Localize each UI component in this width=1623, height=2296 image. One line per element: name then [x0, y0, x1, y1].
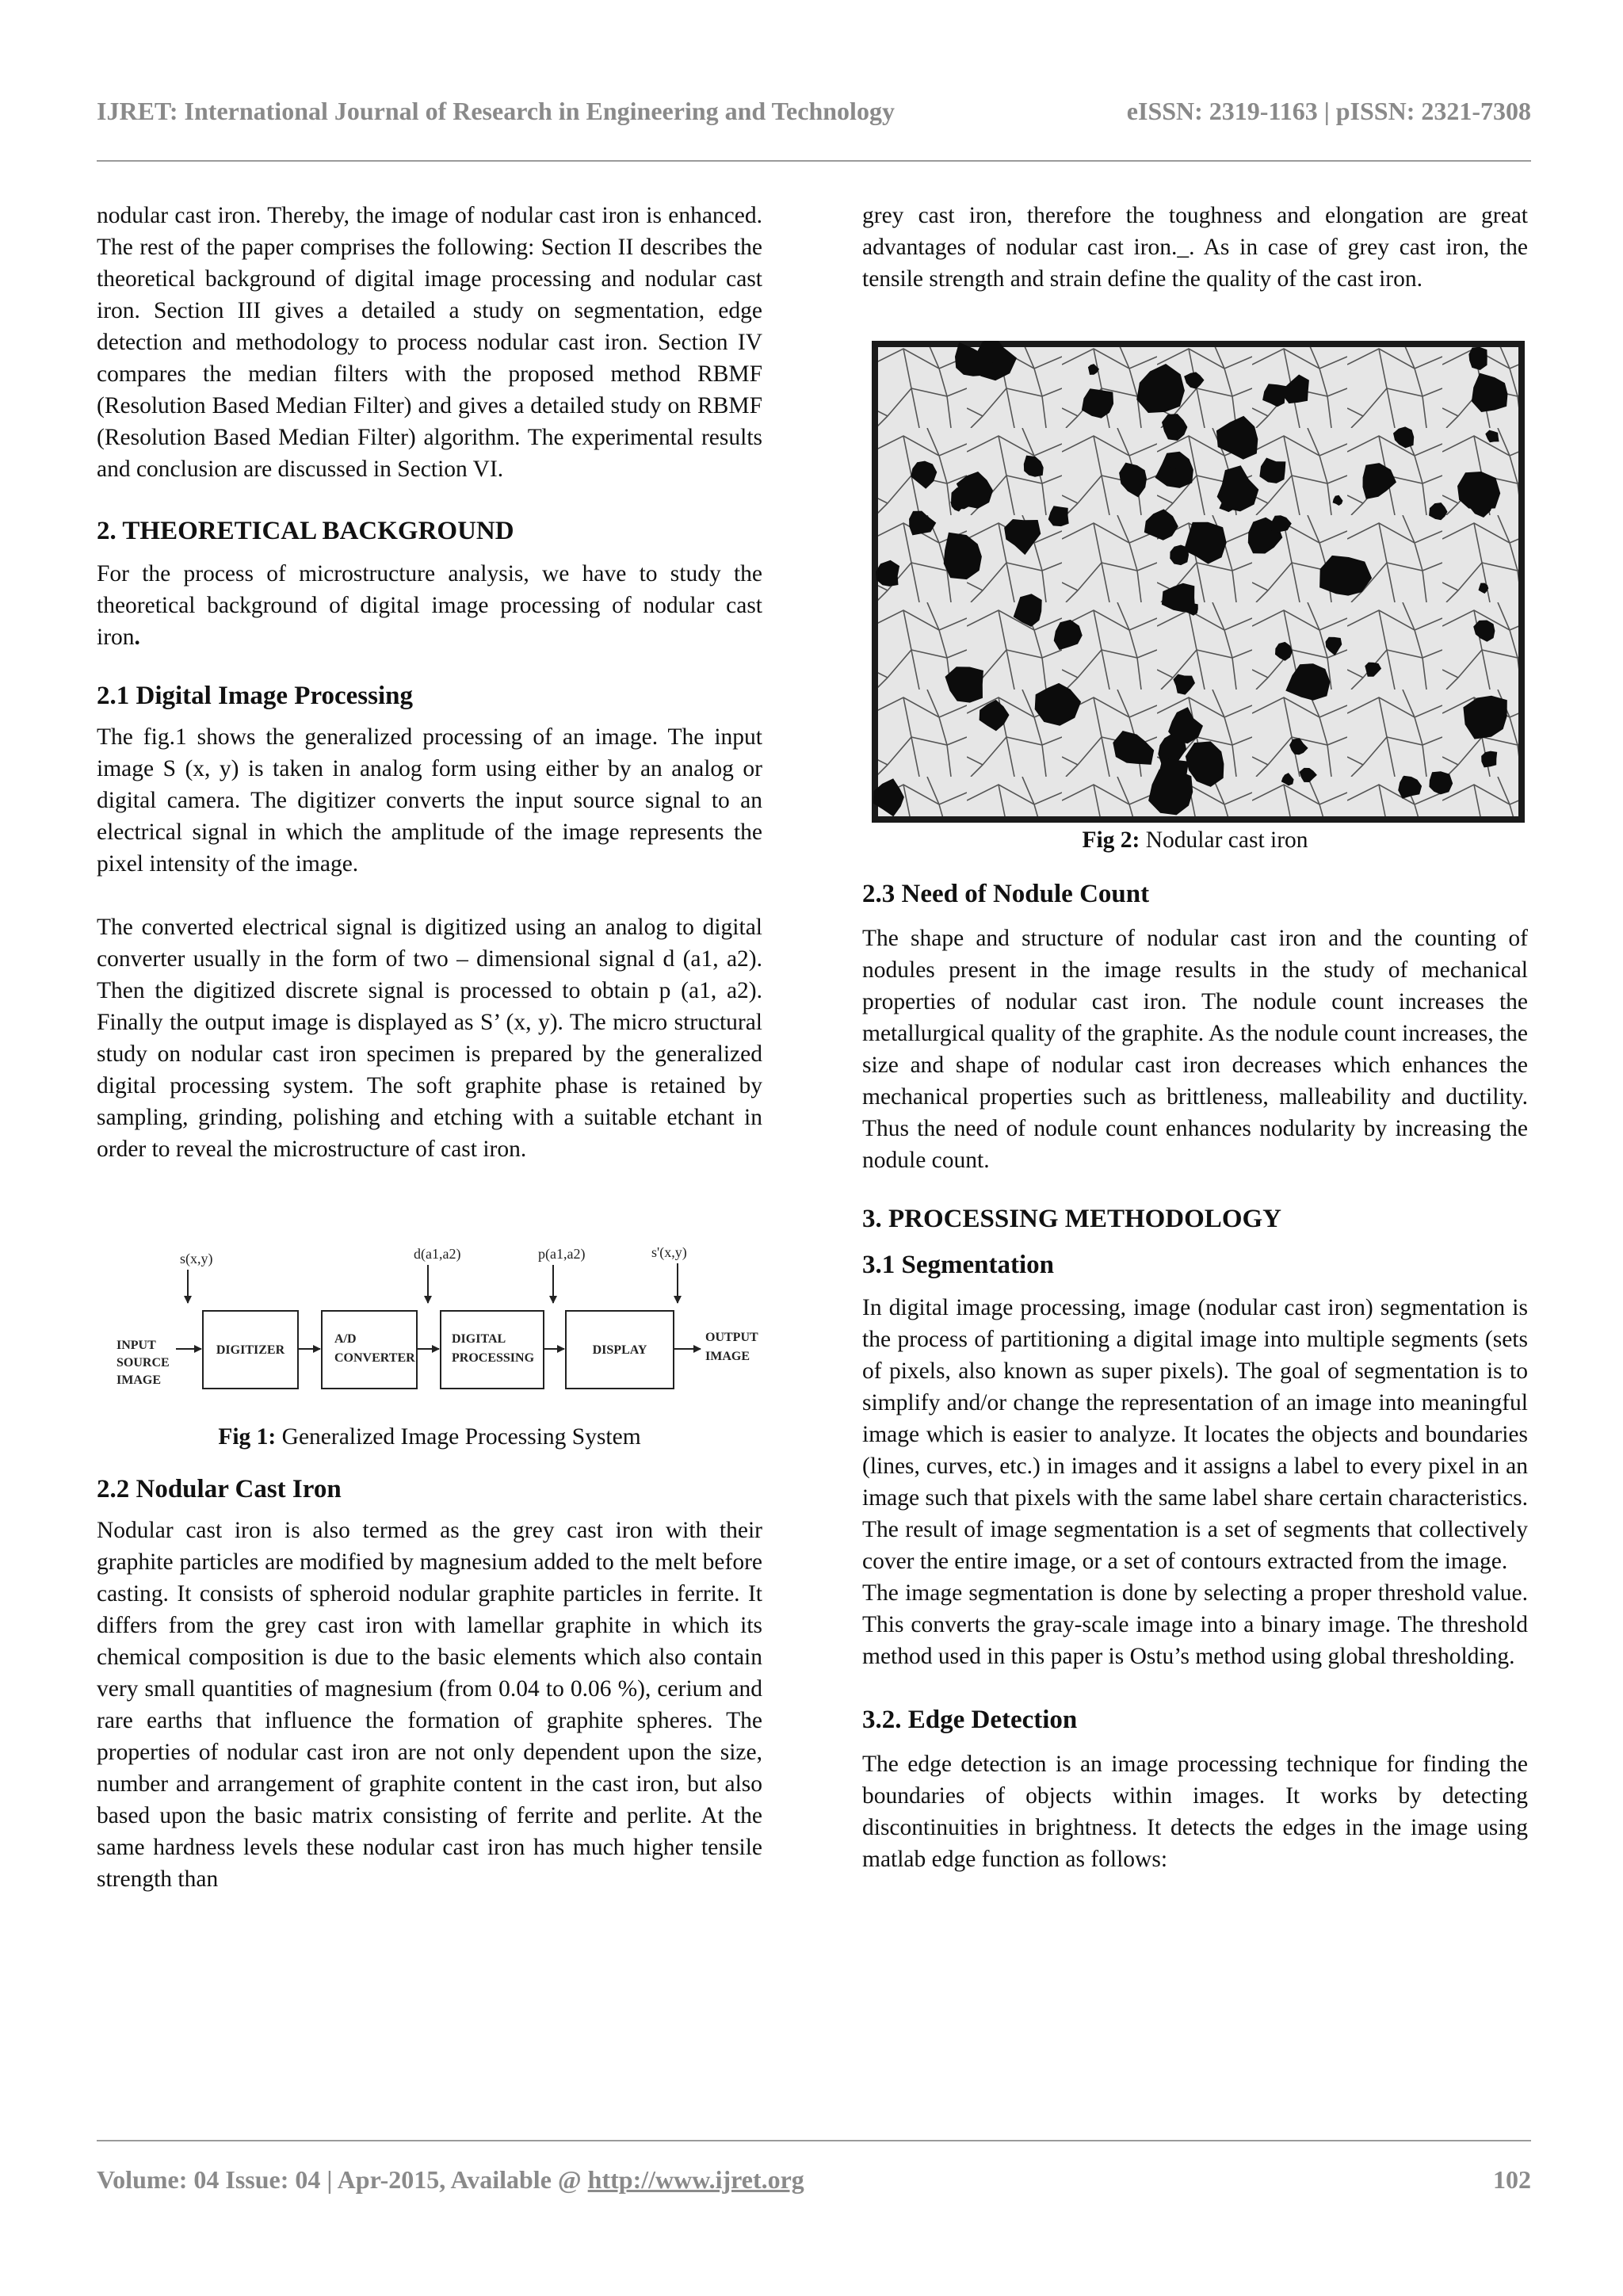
fig2-text: Nodular cast iron	[1140, 827, 1308, 853]
micrograph-svg	[872, 341, 1525, 823]
dip-paragraph-2: The converted electrical signal is digitized using an analog to digital converter usually in the form of two – dimensional signal d (a1, a2). Then the digitized discrete signal is processed to obtain p (a1, a2). Finally the output image is displayed as S’ (x, y). The micro structural study on nodular cast iron specimen is prepared by the generalized digital processing system. The soft graphite phase is retained by sampling, grinding, polishing and etching with a suitable etchant in order to reveal the microstructure of cast iron.	[97, 915, 762, 1162]
fig2-label: Fig 2:	[1082, 827, 1140, 853]
heading-digital-image-processing: 2.1 Digital Image Processing	[97, 682, 414, 710]
fig1-text: Generalized Image Processing System	[276, 1424, 641, 1450]
text-ad-2: CONVERTER	[334, 1351, 415, 1365]
nci-paragraph: Nodular cast iron is also termed as the grey cast iron with their graphite particles are modified by magnesium added to the melt before casting. It consists of spheroid nodular graphite particles in ferrite. It differs from the grey cast iron with lamellar graphite in which its chemical composition is due to the basic elements which also contain very small quantities of magnesium (from 0.04 to 0.06 %), cerium and rare earths that influence the formation of graphite spheres. The properties of nodular cast iron are not only dependent upon the size, number and arrangement of graphite content in the cast iron, but also based upon the basic matrix consisting of ferrite and perlite. At the same hardness levels these nodular cast iron has much higher tensile strength than	[97, 1518, 762, 1892]
theory-text: For the process of microstructure analysis, we have to study the theoretical background of digital image processing of nodular cast iron	[97, 561, 762, 650]
label-input-3: IMAGE	[116, 1373, 161, 1387]
label-p: p(a1,a2)	[538, 1247, 586, 1262]
label-output-2: IMAGE	[705, 1350, 750, 1363]
text-ad-1: A/D	[334, 1332, 357, 1346]
theory-period: .	[134, 625, 140, 650]
footer-volume	[97, 2165, 804, 2195]
continuation-paragraph: grey cast iron, therefore the toughness and elongation are great advantages of nodular cast iron._. As in case of grey cast iron, the tensile strength and strain define the quality of the cast iron.	[862, 203, 1528, 292]
heading-theoretical-background: 2. THEORETICAL BACKGROUND	[97, 517, 514, 545]
running-header	[97, 97, 1531, 126]
footer-rule	[97, 2140, 1531, 2141]
heading-nodular-cast-iron: 2.2 Nodular Cast Iron	[97, 1475, 342, 1503]
dip-paragraph-1: The fig.1 shows the generalized processing of an image. The input image S (x, y) is taken in analog form using either by an analog or digital camera. The digitizer converts the input source signal to an electrical signal in which the amplitude of the image represents the pixel intensity of the image.	[97, 724, 762, 877]
text-display: DISPLAY	[592, 1343, 647, 1357]
label-d: d(a1,a2)	[414, 1247, 461, 1262]
issn-info: eISSN: 2319-1163 | pISSN: 2321-7308	[1126, 97, 1531, 125]
journal-title: IJRET: International Journal of Research in Engineering and Technology	[97, 97, 895, 125]
text-digitizer: DIGITIZER	[216, 1343, 285, 1357]
fig1-caption	[97, 1421, 762, 1453]
left-column	[97, 200, 762, 1895]
page-number: 102	[1493, 2165, 1531, 2194]
heading-need-of-nodule-count: 2.3 Need of Nodule Count	[862, 880, 1150, 908]
label-output-1: OUTPUT	[705, 1331, 758, 1344]
segmentation-paragraph-1: In digital image processing, image (nodular cast iron) segmentation is the process of partitioning a digital image into multiple segments (sets of pixels, also known as super pixels). The goal of segmentation is to simplify and/or change the representation of an image into meaningful image which is easier to analyze. It locates the objects and boundaries (lines, curves, etc.) in images and it assigns a label to every pixel in an image such that pixels with the same label share certain characteristics. The result of image segmentation is a set of segments that collectively cover the entire image, or a set of contours extracted from the image.	[862, 1295, 1528, 1574]
figure-2	[862, 341, 1528, 856]
footer-link[interactable]: http://www.ijret.org	[587, 2165, 804, 2194]
image-processing-diagram	[97, 1247, 762, 1406]
micrograph-image	[872, 341, 1525, 823]
graphite-nodule	[1457, 472, 1500, 510]
right-column	[862, 200, 1528, 1875]
box-digital-processing	[441, 1311, 544, 1389]
theory-paragraph	[97, 558, 762, 653]
text-dp-1: DIGITAL	[452, 1332, 506, 1346]
header-rule	[97, 160, 1531, 162]
box-ad-converter	[322, 1311, 417, 1389]
heading-segmentation: 3.1 Segmentation	[862, 1251, 1054, 1279]
running-footer	[97, 2165, 1531, 2195]
edge-paragraph: The edge detection is an image processing technique for finding the boundaries of objects within images. It works by detecting discontinuities in brightness. It detects the edges in the image using matlab edge function as follows:	[862, 1752, 1528, 1872]
heading-processing-methodology: 3. PROCESSING METHODOLOGY	[862, 1205, 1281, 1233]
figure-1	[97, 1247, 762, 1453]
need-paragraph: The shape and structure of nodular cast iron and the counting of nodules present in the image results in the study of mechanical properties of nodular cast iron. The nodule count increases the metallurgical quality of the graphite. As the nodule count increases, the size and shape of nodular cast iron decreases which enhances the mechanical properties such as brittleness, malleability and ductility. Thus the need of nodule count enhances nodularity by increasing the nodule count.	[862, 926, 1528, 1173]
label-input-1: INPUT	[116, 1339, 156, 1352]
footer-volume-text: Volume: 04 Issue: 04 | Apr-2015, Available @	[97, 2165, 588, 2194]
label-sprime: s'(x,y)	[651, 1247, 687, 1260]
text-dp-2: PROCESSING	[452, 1351, 535, 1365]
fig2-caption	[862, 824, 1528, 856]
fig1-label: Fig 1:	[218, 1424, 277, 1450]
intro-paragraph: nodular cast iron. Thereby, the image of nodular cast iron is enhanced. The rest of the paper comprises the following: Section II describes the theoretical background of digital image processing and nodular cast iron. Section III gives a detailed a study on segmentation, edge detection and methodology to process nodular cast iron. Section IV compares the median filters with the proposed method RBMF (Resolution Based Median Filter) and gives a detailed study on RBMF (Resolution Based Median Filter) algorithm. The experimental results and conclusion are discussed in Section VI.	[97, 203, 762, 482]
label-input-2: SOURCE	[116, 1356, 170, 1370]
label-sxy: s(x,y)	[180, 1251, 213, 1266]
segmentation-paragraph-2: The image segmentation is done by selecting a proper threshold value. This converts the gray-scale image into a binary image. The threshold method used in this paper is Ostu’s method using global thresholding.	[862, 1580, 1528, 1669]
heading-edge-detection: 3.2. Edge Detection	[862, 1706, 1078, 1734]
